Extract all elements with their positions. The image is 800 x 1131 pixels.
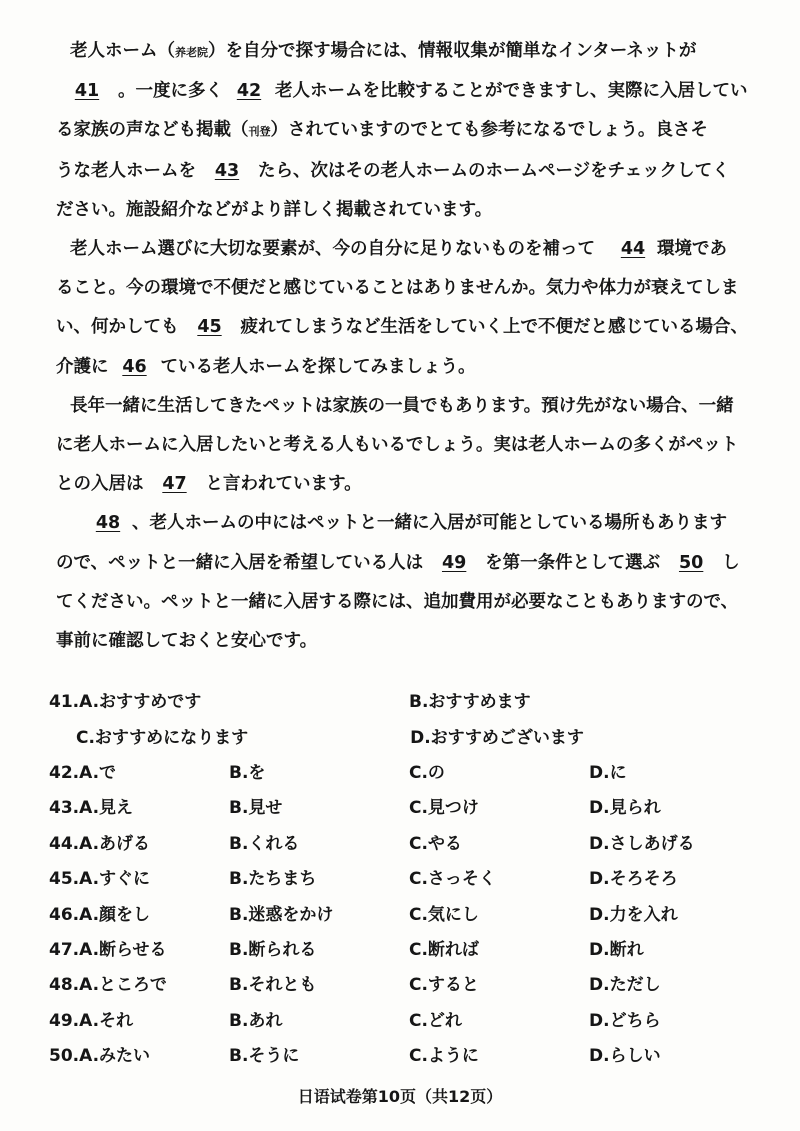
option: 49.A.それ: [49, 1010, 134, 1031]
option: C.ように: [409, 1046, 479, 1067]
option: 45.A.すぐに: [49, 869, 151, 890]
gloss-note: 养老院: [175, 46, 208, 59]
passage-line: との入居は 47 と言われています。: [56, 465, 762, 504]
blank-49: 49: [441, 552, 467, 573]
option: D.力を入れ: [589, 904, 678, 925]
passage-line: ので、ペットと一緒に入居を希望している人は 49 を第一条件として選ぶ 50 し: [56, 544, 762, 583]
passage-line: 長年一緒に生活してきたペットは家族の一員でもあります。預け先がない場合、一緒: [70, 395, 734, 416]
passage-line: てください。ペットと一緒に入居する際には、追加費用が必要なこともありますので、: [56, 591, 739, 612]
question-43: [49, 788, 769, 823]
passage-line: 老人ホーム選びに大切な要素が、今の自分に足りないものを補って 44 環境であ: [56, 230, 762, 269]
passage-line: 老人ホーム（养老院）を自分で探す場合には、情報収集が簡単なインターネットが: [70, 41, 697, 61]
option: D.どちら: [589, 1010, 661, 1031]
option: B.おすすめます: [409, 692, 531, 713]
blank-41: 41: [74, 81, 100, 102]
option: D.ただし: [589, 975, 661, 996]
option: D.らしい: [589, 1046, 661, 1067]
passage-line: 介護に 46 ている老人ホームを探してみましょう。: [56, 348, 762, 387]
option: B.断られる: [229, 939, 317, 960]
option: 41.A.おすすめです: [49, 692, 202, 713]
question-46: [49, 894, 769, 929]
question-48: [49, 965, 769, 1000]
option: 43.A.見え: [49, 798, 134, 819]
blank-48: 48: [95, 513, 121, 534]
option: 42.A.で: [49, 762, 117, 783]
paragraph-1: [56, 32, 762, 230]
option: D.見られ: [589, 798, 661, 819]
option: C.断れば: [409, 939, 479, 960]
question-49: [49, 1001, 769, 1036]
passage-line: に老人ホームに入居したいと考える人もいるでしょう。実は老人ホームの多くがペット: [56, 435, 739, 456]
paragraph-4: [56, 504, 762, 661]
question-47: [49, 930, 769, 965]
option: C.の: [409, 762, 445, 783]
option: B.あれ: [229, 1010, 283, 1031]
gloss-note: 刊登: [248, 125, 271, 139]
option: B.迷惑をかけ: [229, 904, 334, 925]
option: C.おすすめになります: [76, 727, 249, 748]
option: C.どれ: [409, 1010, 462, 1031]
blank-50: 50: [678, 552, 704, 573]
option: B.そうに: [229, 1046, 300, 1067]
page-footer: 日语试卷第10页（共12页）: [297, 1087, 503, 1106]
blank-46: 46: [122, 356, 147, 377]
passage-line: 41 。一度に多く 42 老人ホームを比較することができますし、実際に入居してい: [56, 72, 762, 111]
question-50: [49, 1036, 769, 1071]
passage-line: 48 、老人ホームの中にはペットと一緒に入居が可能としている場所もあります: [56, 504, 762, 543]
question-41: [49, 682, 769, 717]
option: B.見せ: [229, 798, 283, 819]
option: B.を: [229, 762, 266, 783]
blank-45: 45: [197, 317, 222, 338]
option: C.見つけ: [409, 798, 479, 819]
option: 47.A.断らせる: [49, 939, 167, 960]
option: C.さっそく: [409, 869, 496, 890]
option: B.たちまち: [229, 869, 317, 890]
blank-44: 44: [620, 239, 646, 260]
option: D.断れ: [589, 939, 644, 960]
option: D.さしあげる: [589, 833, 695, 854]
passage-line: 事前に確認しておくと安心です。: [56, 631, 318, 652]
passage-line: ること。今の環境で不便だと感じていることはありませんか。気力や体力が衰えてしま: [56, 278, 739, 299]
option: D.そろそろ: [589, 869, 678, 890]
paragraph-2: [56, 230, 762, 387]
option: 48.A.ところで: [49, 975, 167, 996]
paragraph-3: [56, 387, 762, 505]
option: C.気にし: [409, 904, 479, 925]
question-42: [49, 753, 769, 788]
question-44: [49, 824, 769, 859]
passage-line: い、何かしても 45 疲れてしまうなど生活をしていく上で不便だと感じている場合、: [56, 308, 762, 347]
blank-47: 47: [162, 474, 187, 495]
passage-line: ださい。施設紹介などがより詳しく掲載されています。: [56, 199, 493, 220]
option: B.それとも: [229, 975, 317, 996]
question-41-cont: [49, 717, 769, 752]
question-45: [49, 859, 769, 894]
option: B.くれる: [229, 833, 300, 854]
passage-line: うな老人ホームを 43 たら、次はその老人ホームのホームページをチェックしてく: [56, 152, 762, 191]
option: C.やる: [409, 833, 462, 854]
option: 46.A.顔をし: [49, 904, 151, 925]
option: C.すると: [409, 975, 479, 996]
blank-43: 43: [214, 160, 240, 181]
answer-options: [49, 682, 769, 1071]
option: D.おすすめございます: [410, 727, 584, 748]
blank-42: 42: [236, 81, 262, 102]
passage-line: る家族の声なども掲載（刊登）されていますのでとても参考になるでしょう。良さそ: [56, 120, 708, 141]
option: D.に: [589, 762, 627, 783]
option: 44.A.あげる: [49, 833, 151, 854]
reading-passage: [56, 32, 762, 661]
option: 50.A.みたい: [49, 1046, 151, 1067]
